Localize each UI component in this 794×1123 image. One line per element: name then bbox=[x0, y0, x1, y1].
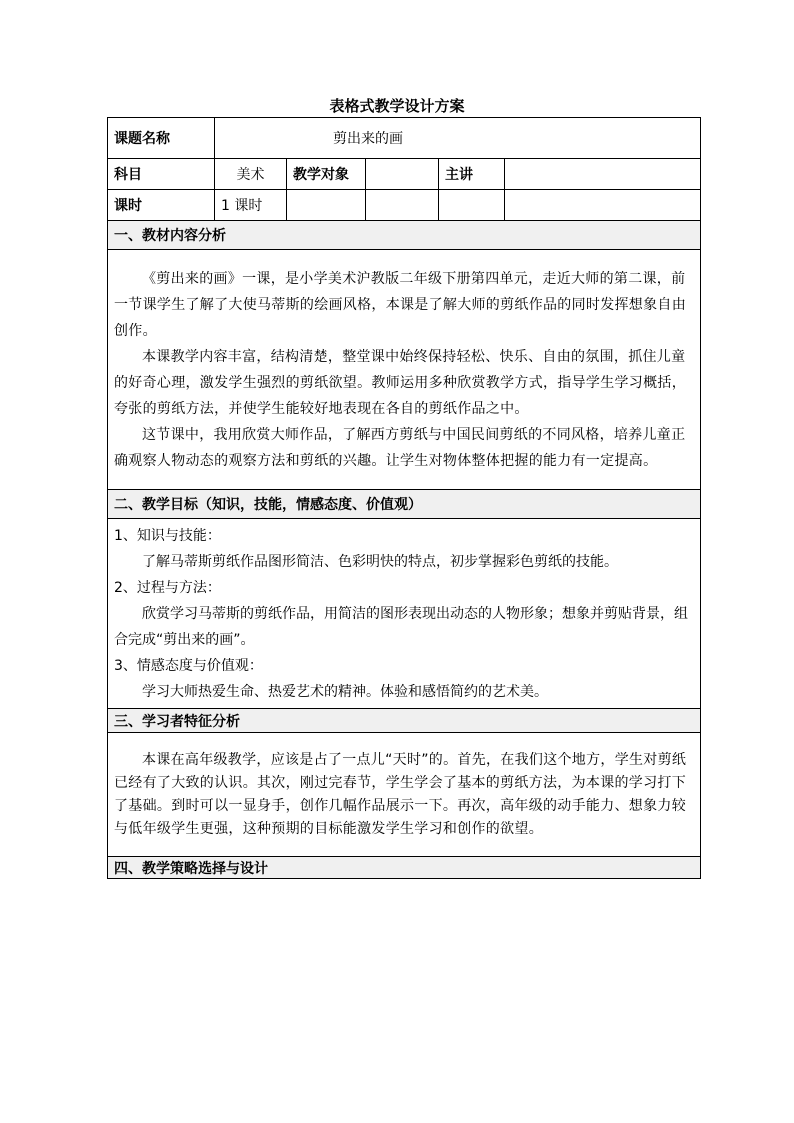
section-1-paragraph: 这节课中，我用欣赏大师作品，了解西方剪纸与中国民间剪纸的不同风格，培养儿童正确观察人物动态的观察方法和剪纸的兴趣。让学生对物体整体把握的能力有一定提高。 bbox=[114, 426, 686, 469]
section-4-header: 四、教学策略选择与设计 bbox=[108, 857, 701, 879]
subject-label: 科目 bbox=[108, 159, 215, 190]
empty-cell bbox=[505, 190, 701, 221]
empty-cell bbox=[366, 190, 439, 221]
lesson-plan-table bbox=[107, 117, 701, 879]
knowledge-skills-label: 1、知识与技能： bbox=[114, 527, 221, 544]
knowledge-skills-text: 了解马蒂斯剪纸作品图形简洁、色彩明快的特点，初步掌握彩色剪纸的技能。 bbox=[142, 553, 618, 570]
section-1-header: 一、教材内容分析 bbox=[108, 221, 701, 250]
empty-cell bbox=[287, 190, 366, 221]
process-method-label: 2、过程与方法： bbox=[114, 579, 221, 596]
lecturer-value bbox=[505, 159, 701, 190]
section-2-header: 二、教学目标（知识，技能，情感态度、价值观） bbox=[108, 490, 701, 519]
section-1-paragraph: 《剪出来的画》一课，是小学美术沪教版二年级下册第四单元，走近大师的第二课，前一节课学生了解了大使马蒂斯的绘画风格，本课是了解大师的剪纸作品的同时发挥想象自由创作。 bbox=[114, 270, 686, 339]
emotion-values-label: 3、情感态度与价值观： bbox=[114, 657, 263, 674]
hours-value: 1 课时 bbox=[215, 190, 287, 221]
subject-row bbox=[108, 159, 701, 190]
hours-row bbox=[108, 190, 701, 221]
audience-value bbox=[366, 159, 439, 190]
section-3-body bbox=[108, 733, 701, 857]
audience-label: 教学对象 bbox=[287, 159, 366, 190]
topic-label: 课题名称 bbox=[108, 118, 215, 159]
lecturer-label: 主讲 bbox=[439, 159, 505, 190]
empty-cell bbox=[439, 190, 505, 221]
section-1-body bbox=[108, 250, 701, 490]
section-2-body bbox=[108, 519, 701, 709]
emotion-values-text: 学习大师热爱生命、热爱艺术的精神。体验和感悟简约的艺术美。 bbox=[142, 683, 548, 700]
section-3-header: 三、学习者特征分析 bbox=[108, 709, 701, 733]
process-method-text: 欣赏学习马蒂斯的剪纸作品，用简洁的图形表现出动态的人物形象；想象并剪贴背景，组合完成“剪出来的画”。 bbox=[114, 605, 688, 648]
document-title: 表格式教学设计方案 bbox=[329, 97, 465, 115]
topic-row bbox=[108, 118, 701, 159]
topic-value: 剪出来的画 bbox=[215, 118, 701, 159]
subject-value: 美术 bbox=[215, 159, 287, 190]
section-1-paragraph: 本课教学内容丰富，结构清楚，整堂课中始终保持轻松、快乐、自由的氛围，抓住儿童的好奇心理，激发学生强烈的剪纸欲望。教师运用多种欣赏教学方式，指导学生学习概括，夸张的剪纸方法，并使学生能较好地表现在各自的剪纸作品之中。 bbox=[114, 348, 686, 417]
section-3-paragraph: 本课在高年级教学，应该是占了一点儿“天时”的。首先，在我们这个地方，学生对剪纸已经有了大致的认识。其次，刚过完春节，学生学会了基本的剪纸方法，为本课的学习打下了基础。到时可以一显身手，创作几幅作品展示一下。再次，高年级的动手能力、想象力较与低年级学生更强，这种预期的目标能激发学生学习和创作的欲望。 bbox=[114, 751, 687, 837]
hours-label: 课时 bbox=[108, 190, 215, 221]
